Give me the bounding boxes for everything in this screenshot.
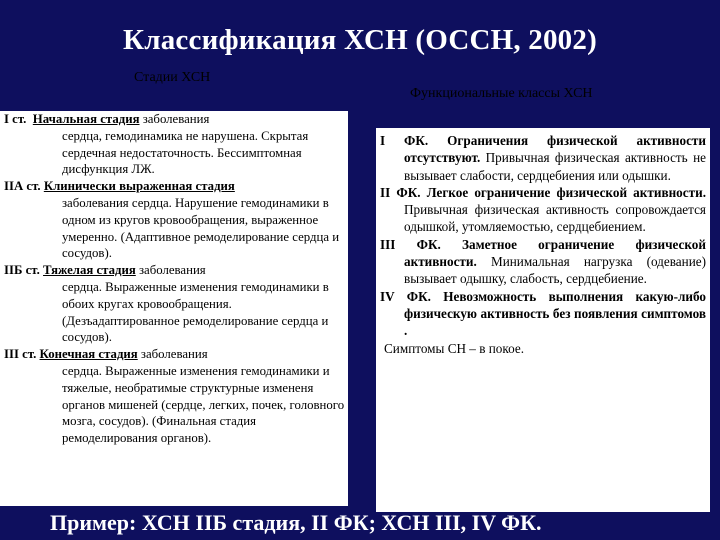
class-code: II ФК. <box>380 184 421 200</box>
stage-description: заболевания сердца. Нарушение гемодинамики в одном из кругов кровообращения, выраженное умеренно. (Адаптивное ремоделирование сердца и сосудов). <box>62 195 340 261</box>
stage-name: Конечная стадия <box>39 347 138 362</box>
slide-title: Классификация ХСН (ОССН, 2002) <box>123 24 597 56</box>
stage-name: Начальная стадия <box>32 112 140 126</box>
stage-description: сердца. Выраженные изменения гемодинамики и тяжелые, необратимые структурные измененя органов мишеней (сердце, легких, почек, головного мозга, сосудов). (Финальная стадия ремоделирования органов). <box>62 363 345 446</box>
class-item <box>380 184 706 236</box>
stage-item <box>4 346 348 447</box>
stage-name: Тяжелая стадия <box>43 263 136 278</box>
class-summary: Невозможность выполнения какую-либо физическую активность без появления симптомов . <box>404 288 706 339</box>
stage-item <box>4 111 348 178</box>
stage-code: IIА ст. <box>4 179 41 194</box>
stage-name: Клинически выраженная стадия <box>43 179 235 194</box>
class-item <box>380 288 706 340</box>
stage-description: сердца, гемодинамика не нарушена. Скрытая сердечная недостаточность. Бессимптомная дисфункция ЛЖ. <box>62 128 309 177</box>
class-code: IV ФК. <box>380 288 431 304</box>
class-description: Привычная физическая активность не вызывает слабости, сердцебиения или одышки. <box>404 150 706 183</box>
stage-code: I ст. <box>4 112 27 126</box>
classes-heading: Функциональные классы ХСН <box>410 86 593 101</box>
stage-first-rest: заболевания <box>135 263 206 278</box>
class-summary: Ограничения физической активности отсутствуют. <box>404 133 706 166</box>
classes-panel <box>376 128 710 512</box>
class-item <box>380 236 706 288</box>
example-line: Пример: ХСН IIБ стадия, II ФК; ХСН III, IV ФК. <box>50 510 542 535</box>
class-code: III ФК. <box>380 236 441 252</box>
stage-first-rest: заболевания <box>139 112 210 126</box>
stage-first-rest: заболевания <box>137 347 208 362</box>
stage-code: III ст. <box>4 347 37 362</box>
stage-code: IIБ ст. <box>4 263 40 278</box>
class-summary: Заметное ограничение физической активности. <box>404 236 706 270</box>
class-description: Минимальная нагрузка (одевание) вызывает одышку, слабость, сердцебиение. <box>404 254 707 287</box>
stage-description: сердца. Выраженные изменения гемодинамики в обоих кругах кровообращения. (Дезъадаптированное ремоделирование сердца и сосудов). <box>62 279 329 345</box>
stages-panel <box>0 111 348 506</box>
stage-item <box>4 178 348 262</box>
class-item <box>380 132 706 184</box>
class-summary: Легкое ограничение физической активности. <box>426 184 706 200</box>
class-description: Привычная физическая активность сопровождается одышкой, утомляемостью, сердцебиением. <box>404 202 706 235</box>
class-code: I ФК. <box>380 133 429 148</box>
stages-heading: Стадии ХСН <box>134 70 211 85</box>
rest-symptoms-note: Симптомы СН – в покое. <box>384 340 525 356</box>
stage-item <box>4 262 348 346</box>
